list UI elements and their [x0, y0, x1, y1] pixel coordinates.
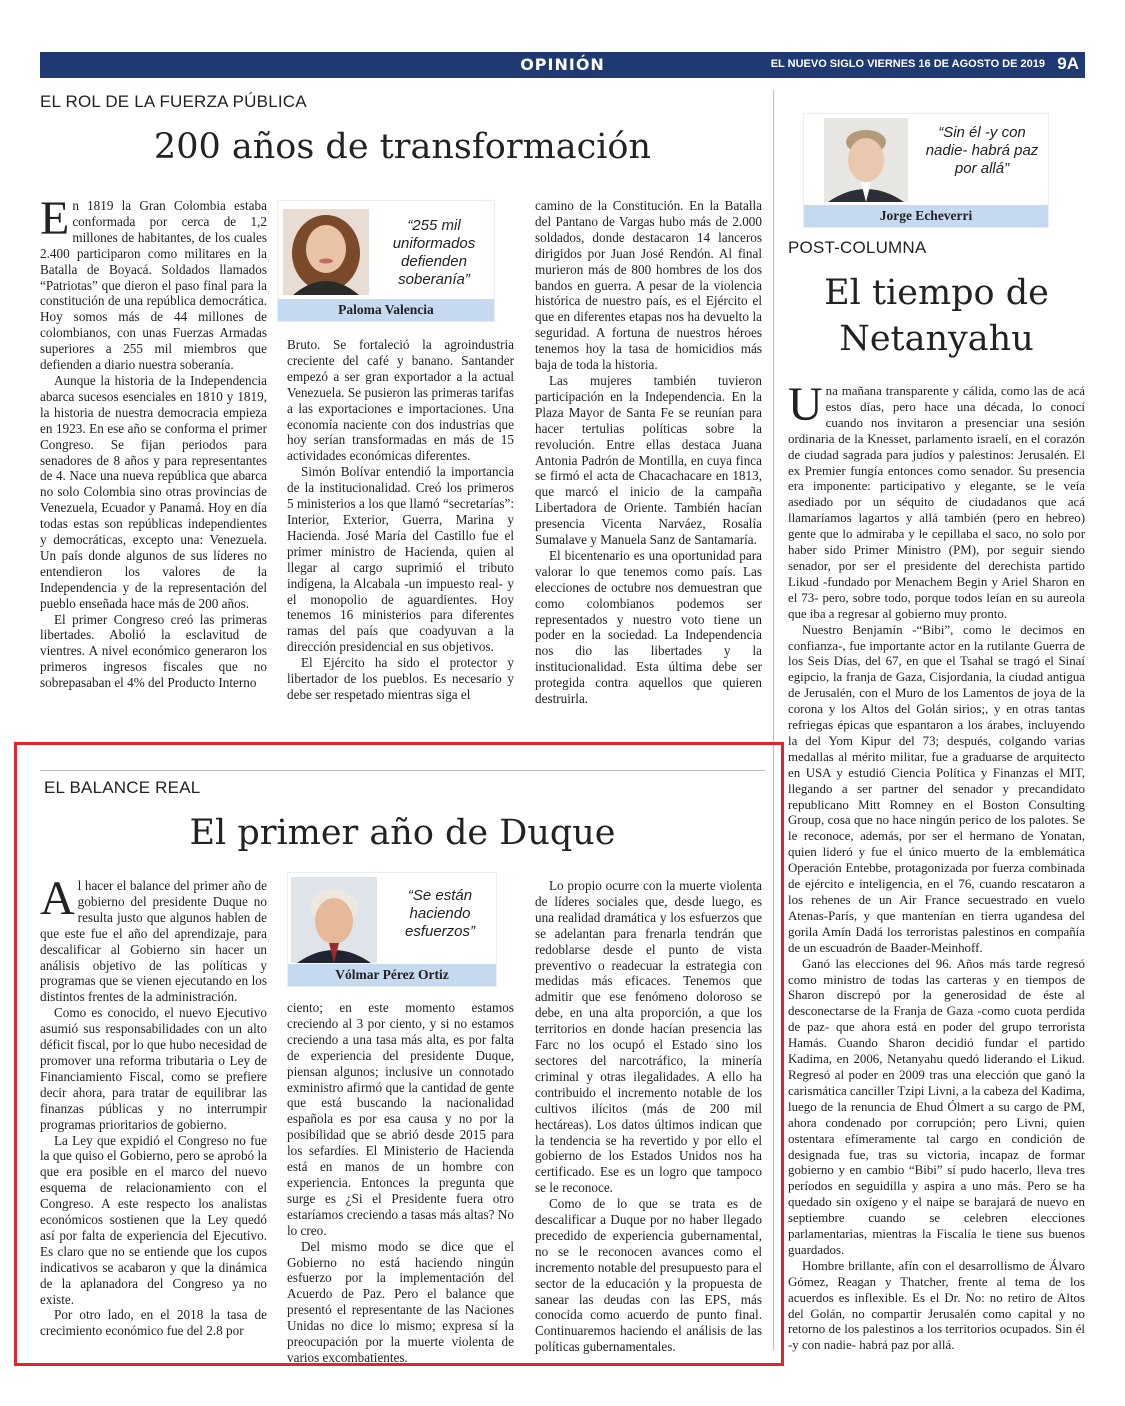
- paragraph: ciento; en este momento estamos creciendo al 3 por ciento, y si no estamos creciendo a una tasa más alta, es por falta de experiencia del presidente Duque, piensan algunos; inclusive un connotado exministro afirmó que la cantidad de gente que está buscando la nacionalidad española es por esa causa y no por la posibilidad que se abrió desde 2015 para los sefardíes. El Ministerio de Hacienda está en manos de un hombre con experiencia. Entonces la pregunta que surge es ¿Si el Presidente fuera otro estaríamos creciendo a tasas más altas? No lo creo.: [287, 1000, 514, 1238]
- paragraph: Del mismo modo se dice que el Gobierno no está haciendo ningún esfuerzo por la implementación del Acuerdo de Paz. Pero el balance que presentó el representante de las Naciones Unidas no dice lo mismo; expresa sí la preocupación por la muerte violenta de varios excombatientes.: [287, 1238, 514, 1365]
- article3-column: [788, 378, 1085, 1353]
- author-photo-paloma-valencia: [283, 209, 369, 295]
- drop-cap: A: [40, 872, 75, 925]
- author-name: Vólmar Pérez Ortiz: [288, 964, 496, 986]
- paragraph: camino de la Constitución. En la Batalla del Pantano de Vargas hubo más de 2.000 soldados, donde destacaron 14 lanceros dirigidos por Juan José Rendón. Al final murieron más de 800 hombres de los dos bandos en guerra. A pesar de la violencia histórica de nuestro país, es el Ejército el que en diferentes etapas nos ha devuelto la seguridad. A fortuna de nuestros héroes tenemos hoy la tasa de homicidios más baja de toda la historia.: [535, 198, 762, 373]
- drop-cap: U: [788, 378, 823, 431]
- author-photo-volmar-perez-ortiz: [291, 877, 377, 963]
- pull-quote-text: “Sin él -y con nadie- habrá paz por allá”: [925, 124, 1039, 177]
- section-rule: [40, 770, 765, 771]
- section-name: OPINIÓN: [520, 55, 605, 74]
- article3-title: El tiempo de Netanyahu: [824, 273, 1049, 359]
- newspaper-date: EL NUEVO SIGLO VIERNES 16 DE AGOSTO DE 2019: [770, 58, 1045, 70]
- article1-column-2: [287, 337, 514, 732]
- paragraph: Aunque la historia de la Independencia abarca sucesos esenciales en 1810 y 1819, la historia de nuestra democracia empieza en 1923. En ese año se conforma el primer Congreso. Se fijan periodos para senadores de 8 años y para representantes de 4. Nace una nueva república que abarca no solo Colombia sino otras provincias de Venezuela, Ecuador y Panamá. Hoy en día todas estas son repúblicas independientes y democráticas, excepto una: Venezuela. Un país donde algunos de sus líderes no entendieron los valores de la Independencia y de la representación del pueblo enseñada hace más de 200 años.: [40, 372, 267, 611]
- author-name: Paloma Valencia: [278, 299, 494, 321]
- paragraph: El primer Congreso creó las primeras libertades. Abolió la esclavitud de vientres. A nivel económico generaron los primeros ingresos fiscales que no sobrepasaban el 4% del Producto Interno: [40, 611, 267, 691]
- paragraph: Hombre brillante, afín con el desarrollismo de Álvaro Gómez, Reagan y Thatcher, frente al tema de los acuerdos es inflexible. Es el Dr. No: no retiro de Altos del Golán, no compartir Jerusalén como capital y no retorno de los palestinos a los territorios ocupados. Sin él -y con nadie- habrá paz por allá.: [788, 1258, 1085, 1353]
- paragraph: Ganó las elecciones del 96. Años más tarde regresó como ministro de todas las carteras y en tiempos de Sharon discrepó por la generosidad de éste al desconectarse de la Franja de Gaza -como cuota perdida de paz- que ahora está en poder del grupo terrorista Hamás. Cuando Sharon decidió fundar el partido Kadima, en 2006, Netanyahu quedó liderando el Likud. Regresó al poder en 2009 tras una elección que ganó la carismática canciller Tzipi Livni, a la cabeza del Kadima, luego de la renuncia de Ehud Ólmert a su cargo de PM, ahora condenado por corrupción; pero Livni, quien ostentara efímeramente tal cargo en condición de designada fue, tras su victoria, incapaz de formar gobierno y en cambio “Bibi” sí pudo hacerlo, lleva tres períodos en seguidilla y aspira a uno más. Pero se ha quedado sin oxígeno y el naipe se barajará de nuevo en septiembre cuando se celebren elecciones parlamentarias, mientras la Fiscalía le tiene sus buenos guardados.: [788, 956, 1085, 1257]
- pull-quote-text: “Se están haciendo esfuerzos”: [404, 887, 476, 940]
- paragraph: na mañana transparente y cálida, como las de acá estos días, pero hace una década, lo conocí cuando nos invitaron a presenciar una sesión ordinaria de la Knesset, parlamento israelí, en el corazón de ciudad sagrada para judíos y palestinos: Jerusalén. El ex Premier fungía entonces como senador. Su presencia era imponente: participativo y elegante, se le veía asediado por un séquito de ciudadanos que acá llamaríamos lagartos y allá también (pero en hebreo) gente que lo admiraba y le cepillaba el saco, no solo por haber sido Primer Ministro (PM), por seguir siendo senador, por ser el presidente del derechista partido Likud -fundado por Menachem Begin y Ariel Sharon en el 73- pero, sobre todo, porque todos leían en su aureola que iba a regresar al gobierno muy pronto.: [788, 384, 1085, 621]
- pull-quote-text: “255 mil uniformados defienden soberanía”: [392, 217, 476, 288]
- paragraph: n 1819 la Gran Colombia estaba conformada por cerca de 1,2 millones de habitantes, de los cuales 2.400 participaron como militares en la Batalla de Boyacá. Soldados llamados “Patriotas” que dieron el paso final para la constitución de una república democrática. Hoy somos más de 44 millones de colombianos, con unas Fuerzas Armadas superiores a 255 mil miembros que defienden a diario nuestra soberanía.: [40, 198, 267, 373]
- article1-column-1: [40, 192, 267, 732]
- paragraph: El bicentenario es una oportunidad para valorar lo que tenemos como país. Las elecciones de octubre nos demuestran que como colombianos podemos ser representados y nuestro voto tiene un poder en la sociedad. La Independencia nos dio las libertades y la institucionalidad. Esta última debe ser protegida contra aquellos que quieren destruirla.: [535, 547, 762, 707]
- paragraph: Lo propio ocurre con la muerte violenta de líderes sociales que, desde luego, es una realidad dramática y los esfuerzos que se adelantan para frenarla tendrán que redoblarse desde el punto de vista preventivo o readecuar la estrategia con medidas más eficaces. Tenemos que admitir que ese fenómeno doloroso se debe, en una alta proporción, a que los territorios en donde hacían presencia las Farc no los ocupó el Estado sino los sectores del narcotráfico, la minería criminal y otras ilegalidades. A ello ha contribuido el incremento notable de los cultivos ilícitos (más de 200 mil hectáreas). Los datos últimos indican que la tendencia se ha revertido y por ello el gobierno de los Estados Unidos nos ha certificado. Ese es un logro que tampoco se le reconoce.: [535, 878, 762, 1196]
- author-photo-jorge-echeverri: [824, 118, 908, 202]
- article2-column-3: [535, 878, 762, 1355]
- paragraph: Como es conocido, el nuevo Ejecutivo asumió sus responsabilidades con un alto déficit fiscal, por lo que hubo necesidad de promover una reforma tributaria o Ley de Financiamiento Fiscal, como se prefiere decir ahora, para tratar de equilibrar las finanzas públicas y no interrumpir programas prioritarios de gobierno.: [40, 1005, 267, 1132]
- paragraph: Bruto. Se fortaleció la agroindustria creciente del café y banano. Santander empezó a ser gran exportador a la actual Venezuela. Se pusieron las primeras tarifas a las exportaciones e importaciones. Una economía naciente con dos industrias que hoy serían transformadas en más de 15 actividades económicas diferentes.: [287, 337, 514, 464]
- drop-cap: E: [40, 192, 70, 245]
- article2-column-2: [287, 1000, 514, 1365]
- paragraph: Simón Bolívar entendió la importancia de la institucionalidad. Creó los primeros 5 ministerios a los que llamó “secretarías”: Interior, Exterior, Guerra, Marina y Hacienda. José María del Castillo fue el primer ministro de Hacienda, quien al llegar al cargo suprimió el tributo indígena, la Alcabala -un impuesto real- y el monopolio de aguardientes. Hoy tenemos 16 ministerios para diferentes ramas del país que coadyuvan a la dirección presidencial en sus objetivos.: [287, 464, 514, 655]
- paragraph: l hacer el balance del primer año de gobierno del presidente Duque no resulta justo que algunos hablen de que este fue el año del aprendizaje, para descalificar al Gobierno sin hacer un análisis objetivo de las políticas y programas que se vienen ejecutando en los distintos frentes de la administración.: [40, 878, 267, 1005]
- portrait-icon: [291, 877, 377, 963]
- article2-title: El primer año de Duque: [189, 813, 616, 853]
- article1-pull-quote: [277, 200, 495, 322]
- article3-kicker: POST-COLUMNA: [788, 238, 927, 257]
- paragraph: Como de lo que se trata es de descalificar a Duque por no haber llegado precedido de experiencia gubernamental, no se le reconocen avances como el incremento notable del presupuesto para el sector de la educación y la propuesta de sanear las deudas con las EPS, más conocida como acuerdo de punto final. Continuaremos haciendo el análisis de las políticas gubernamentales.: [535, 1196, 762, 1355]
- paragraph: Las mujeres también tuvieron participación en la Independencia. En la Plaza Mayor de Santa Fe se reunían para hacer tertulias políticas sobre la revolución. Entre ellas destaca Juana Antonia Padrón de Montilla, en cuya finca se firmó el acta de Chacachacare en 1813, que marcó el inicio de la campaña Libertadora de Oriente. También hacían presencia Vicenta Narváez, Rosalía Sumalave y Manuela Sanz de Santamaría.: [535, 372, 762, 548]
- article2-pull-quote: [287, 872, 497, 987]
- article3-pull-quote: [803, 113, 1049, 228]
- article1-column-3: [535, 198, 762, 732]
- paragraph: El Ejército ha sido el protector y libertador de los pueblos. Es necesario y debe ser respetado mientras siga el: [287, 655, 514, 702]
- paragraph: La Ley que expidió el Congreso no fue la que quiso el Gobierno, pero se aprobó la que era posible en el marco del nuevo esquema de relacionamiento con el Congreso. A este respecto los analistas económicos sostienen que la Ley quedó así por falta de experiencia del Ejecutivo. Es claro que no se entiende que los cupos indicativos se acabaron y que la dinámica de la aplanadora del Congreso ya no existe.: [40, 1132, 267, 1307]
- author-name: Jorge Echeverri: [804, 205, 1048, 227]
- section-header-bar: [40, 52, 1085, 78]
- portrait-icon: [283, 209, 369, 295]
- paragraph: Por otro lado, en el 2018 la tasa de crecimiento económico fue del 2.8 por: [40, 1307, 267, 1339]
- page-number: 9A: [1057, 54, 1079, 73]
- article1-title: 200 años de transformación: [153, 127, 652, 167]
- article1-kicker: EL ROL DE LA FUERZA PÚBLICA: [40, 92, 307, 111]
- paragraph: Nuestro Benjamín -“Bibi”, como le decimos en confianza-, fue importante actor en la rutilante Guerra de los Seis Días, del 67, en que el Tsahal se tragó el Sinaí egipcio, la franja de Gaza, Cisjordania, la ciudad antigua de Jerusalén, con el Muro de los Lamentos de joya de la corona y los Altos del Golán sirios;, y en otras tantas refriegas épicas que espantaron a los árabes, incluyendo la del Yom Kipur del 73; después, colgando varias medallas al mérito militar, fue a graduarse de arquitecto en USA y estudió Ciencia Política y Finanzas el MIT, llegando a ser partner del senador y precandidato republicano Mitt Romney en el Boston Consulting Group, cosa que no hace ningún perico de los palotes. Se le reconoce, además, por ser el hermano de Yonatan, quien lideró y fue el único muerto de la emblemática Operación Entebbe, protagonizada por fuerza combinada de ejército e inteligencia, en el 76, cuando rescataron a los rehenes de un Air France secuestrado en vuelo Atenas-París, y que mantenían en tierra ugandesa del gorila Amín Dadá los terroristas palestinos en compañía de un escuadrón de Baader-Meinhoff.: [788, 622, 1085, 955]
- article2-column-1: [40, 872, 267, 1348]
- article2-kicker: EL BALANCE REAL: [44, 778, 201, 797]
- portrait-icon: [824, 118, 908, 202]
